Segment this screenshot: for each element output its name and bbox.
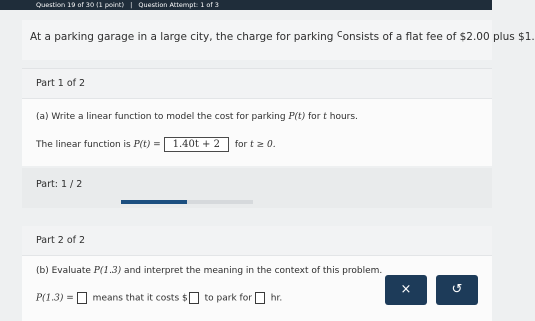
part-1-prompt-for: for	[305, 112, 324, 122]
part-1-prompt-hours: hours.	[326, 112, 358, 122]
undo-icon: ↺	[451, 282, 463, 297]
progress-label: Part: 1 / 2	[36, 179, 83, 190]
domain-condition: t ≥ 0.	[250, 140, 276, 150]
part-2-prompt-text: (b) Evaluate	[36, 266, 94, 276]
part-1-prompt	[36, 112, 358, 122]
hours-input[interactable]	[255, 292, 265, 304]
progress-track	[121, 200, 253, 204]
domain-for: for	[234, 140, 251, 150]
part-2-prompt-rest: and interpret the meaning in the context of this problem.	[121, 266, 383, 276]
part-2-section	[22, 226, 492, 321]
question-text-start: At a parking garage in a large city, the charge for parking	[30, 31, 337, 43]
part-2-function-label: P(1.3) =	[36, 293, 74, 304]
part-1-answer-line	[36, 137, 276, 152]
header-separator: |	[130, 1, 133, 9]
part-2-header: Part 2 of 2	[22, 226, 492, 256]
question-text-rest: onsists of a flat fee of $2.00 plus $1.	[342, 31, 535, 43]
p-value-input[interactable]	[77, 292, 87, 304]
means-text: means that it costs	[92, 293, 180, 304]
question-text-cut: c	[336, 28, 343, 40]
part-1-prompt-variable: t	[323, 112, 327, 122]
hours-unit: hr.	[270, 293, 283, 304]
answer-intro: The linear function is	[36, 140, 134, 150]
attempt-counter: Question Attempt: 1 of 3	[138, 1, 219, 9]
question-header-bar	[0, 0, 492, 10]
close-icon: ×	[400, 282, 412, 297]
currency-symbol: $	[182, 293, 188, 304]
answer-input-box[interactable]: 1.40t + 2	[164, 137, 229, 152]
part-1-prompt-function: P(t)	[288, 112, 306, 122]
part-1-prompt-text: (a) Write a linear function to model the cost for parking	[36, 112, 289, 122]
to-park-text: to park for	[204, 293, 252, 304]
progress-fill	[121, 200, 187, 204]
part-2-answer-line	[36, 292, 282, 304]
clear-button[interactable]	[385, 275, 427, 305]
question-number: Question 19 of 30 (1 point)	[36, 1, 124, 9]
part-progress	[22, 168, 492, 208]
part-1-header: Part 1 of 2	[22, 69, 492, 99]
part-2-prompt	[36, 266, 382, 276]
part-2-prompt-function: P(1.3)	[93, 266, 122, 276]
cost-input[interactable]	[189, 292, 199, 304]
undo-button[interactable]	[436, 275, 478, 305]
part-1-section	[22, 68, 492, 166]
answer-function-label: P(t) =	[133, 140, 161, 150]
question-statement	[22, 20, 535, 60]
